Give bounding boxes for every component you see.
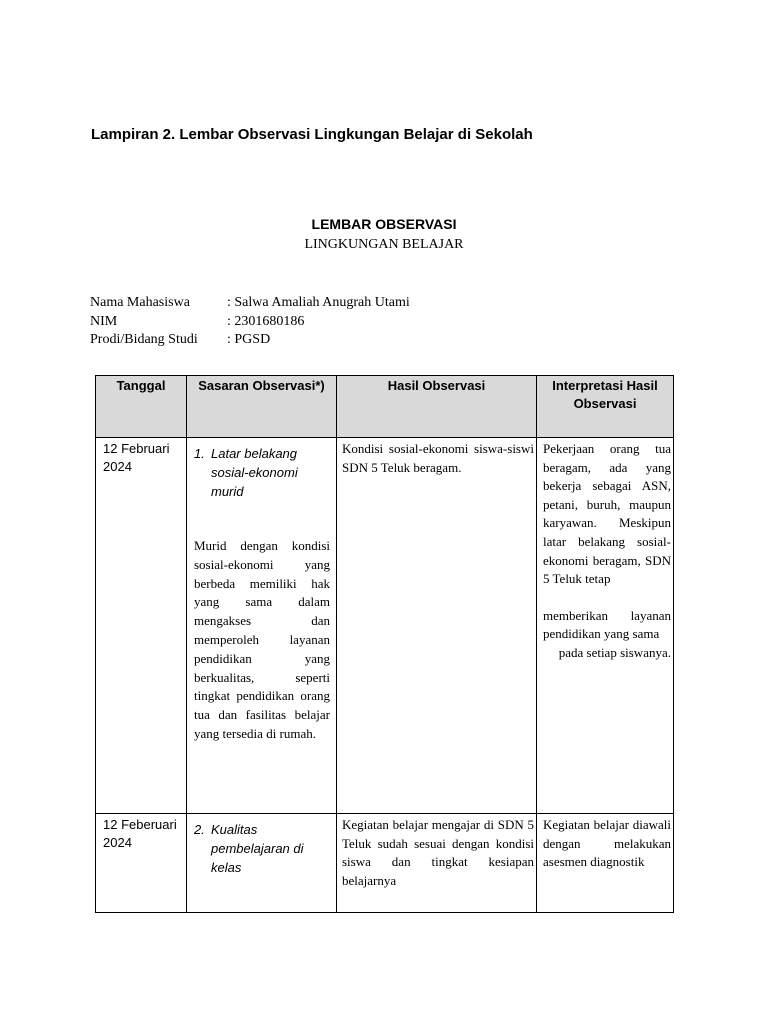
student-info: [90, 294, 410, 350]
target-cell: [187, 438, 337, 814]
interpretation-cell: [537, 814, 674, 913]
info-row-nim: [90, 313, 410, 332]
header-interpretation: Interpretasi Hasil Observasi: [537, 376, 674, 438]
observation-table: [95, 375, 674, 913]
target-title-text: Kualitas pembelajaran di kelas: [211, 822, 304, 875]
header-date: Tanggal: [96, 376, 187, 438]
info-row-study-program: [90, 331, 410, 350]
target-number: 2.: [194, 822, 205, 837]
info-value: : 2301680186: [227, 313, 305, 329]
result-cell: [337, 438, 537, 814]
document-title: LEMBAR OBSERVASI: [311, 216, 457, 232]
date-cell: [96, 438, 187, 814]
target-number: 1.: [194, 446, 205, 461]
interpretation-paragraph: Kegiatan belajar diawali dengan melakukan asesmen diagnostik: [543, 817, 671, 870]
date-text: 12 Februari 2024: [103, 441, 170, 474]
info-label: Nama Mahasiswa: [90, 295, 190, 310]
date-text: 12 Feberuari 2024: [103, 817, 177, 850]
header-target: Sasaran Observasi*): [187, 376, 337, 438]
interpretation-paragraph: memberikan layanan pendidikan yang sama: [543, 607, 671, 642]
result-text: Kondisi sosial-ekonomi siswa-siswi SDN 5 Teluk beragam.: [342, 441, 534, 475]
info-label: NIM: [90, 313, 118, 329]
interpretation-text: [537, 438, 673, 663]
interpretation-text: [537, 814, 673, 872]
target-cell: [187, 814, 337, 913]
table-row: [96, 814, 674, 913]
target-title: [187, 438, 336, 501]
info-value: : PGSD: [227, 332, 271, 347]
table-header-row: [96, 376, 674, 438]
document-subtitle: LINGKUNGAN BELAJAR: [304, 237, 464, 252]
target-description: Murid dengan kondisi sosial-ekonomi yang berbeda memiliki hak yang sama dalam mengakses dan memperoleh layanan pendidikan yang berkualitas, seperti tingkat pendidikan orang tua dan fasilitas belajar yang tersedia di rumah.: [194, 538, 330, 741]
target-title: [187, 814, 336, 877]
target-title-text: Latar belakang sosial-ekonomi murid: [211, 446, 298, 499]
info-label: Prodi/Bidang Studi: [90, 332, 198, 347]
interpretation-cell: [537, 438, 674, 814]
interpretation-paragraph: pada setiap siswanya.: [558, 644, 671, 660]
interpretation-paragraph: Pekerjaan orang tua beragam, ada yang bekerja sebagai ASN, petani, buruh, maupun karyawan. Meskipun latar belakang sosial-ekonomi beragam, SDN 5 Teluk tetap: [543, 441, 671, 587]
appendix-title: Lampiran 2. Lembar Observasi Lingkungan Belajar di Sekolah: [91, 126, 533, 143]
date-cell: [96, 814, 187, 913]
header-result: Hasil Observasi: [337, 376, 537, 438]
info-value: : Salwa Amaliah Anugrah Utami: [227, 295, 410, 310]
table-row: [96, 438, 674, 814]
result-cell: [337, 814, 537, 913]
info-row-name: [90, 294, 410, 313]
result-text: Kegiatan belajar mengajar di SDN 5 Teluk sudah sesuai dengan kondisi siswa dan tingkat kesiapan belajarnya: [342, 817, 534, 888]
